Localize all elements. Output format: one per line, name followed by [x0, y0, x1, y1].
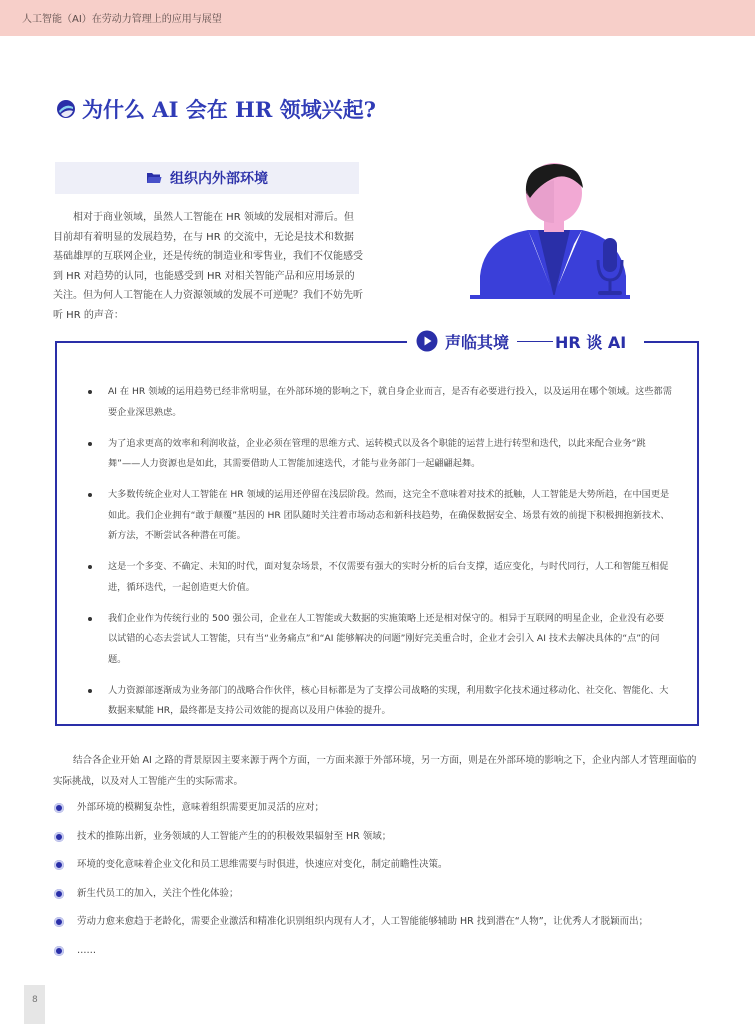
- quote-title: 声临其境: [445, 332, 510, 352]
- reason-text: 环境的变化意味着企业文化和员工思维需要与时俱进，快速应对变化，制定前瞻性决策。: [77, 859, 448, 870]
- quote-box-top-right: [644, 341, 699, 343]
- quote-dash: [517, 341, 553, 342]
- quote-subtitle: HR 谈 AI: [555, 332, 627, 352]
- reason-item: [53, 912, 703, 941]
- reason-text: 技术的推陈出新，业务领域的人工智能产生的的积极效果辐射至 HR 领域；: [77, 830, 392, 842]
- bullet-dot-icon: [54, 860, 64, 870]
- section-title-icon: [56, 99, 76, 119]
- bullet-dot-icon: [54, 803, 64, 813]
- play-icon: [416, 330, 438, 352]
- reason-item: [53, 884, 703, 913]
- body-paragraph: 结合各企业开始 AI 之路的背景原因主要来源于两个方面，一方面来源于外部环境，另一方面，则是在外部环境的影响之下，企业内部人才管理面临的实际挑战，以及对人工智能产生的实际需求。: [53, 755, 697, 787]
- microphone-icon: [603, 238, 617, 272]
- reason-list: [53, 798, 703, 969]
- quote-heading: [416, 328, 626, 354]
- hr-speaker-illustration: [470, 158, 650, 320]
- header-band: [0, 0, 755, 36]
- subsection-title: 组织内外部环境: [170, 171, 268, 187]
- reason-text: ……: [77, 944, 96, 956]
- illus-desk: [470, 295, 630, 299]
- reason-item: [53, 798, 703, 827]
- section-title-text: 为什么 AI 会在 HR 领域兴起?: [82, 97, 376, 122]
- quote-item: AI 在 HR 领域的运用趋势已经非常明显，在外部环境的影响之下，就自身企业而言，是否有必要进行投入，以及运用在哪个领域。这些都需要企业深思熟虑。: [88, 382, 672, 423]
- reason-item: [53, 941, 703, 970]
- quote-item: 我们企业作为传统行业的 500 强公司，企业在人工智能或大数据的实施策略上还是相对保守的。相异于互联网的明星企业，企业没有必要以试错的心态去尝试人工智能，只有当“业务痛点”和“AI 能够解决的问题”刚好完美重合时，企业才会引入 AI 技术去解决具体的“点”的问题。: [88, 609, 672, 671]
- quote-item: 为了追求更高的效率和利润收益，企业必须在管理的思维方式、运转模式以及各个职能的运营上进行转型和迭代，以此来配合业务“跳舞”——人力资源也是如此，其需要借助人工智能加速迭代，才能与业务部门一起翩翩起舞。: [88, 434, 672, 475]
- quote-list: [88, 382, 672, 732]
- folder-icon: [146, 171, 162, 185]
- reason-text: 外部环境的模糊复杂性，意味着组织需要更加灵活的应对；: [77, 802, 325, 813]
- page-number-tab: [24, 985, 45, 1024]
- quote-item: 这是一个多变、不确定、未知的时代，面对复杂场景，不仅需要有强大的实时分析的后台支撑，适应变化，与时代同行，人工和智能互相促进，循环迭代，一起创造更大价值。: [88, 557, 672, 598]
- quote-item: 人力资源部逐渐成为业务部门的战略合作伙伴，核心目标都是为了支撑公司战略的实现，利用数字化技术通过移动化、社交化、智能化、大数据来赋能 HR，最终都是支持公司效能的提高以及用户体验的提升。: [88, 681, 672, 722]
- reason-text: 劳动力愈来愈趋于老龄化，需要企业激活和精准化识别组织内现有人才，人工智能能够辅助 HR 找到潜在“人物”，让优秀人才脱颖而出；: [77, 916, 649, 927]
- subsection-heading: [55, 162, 359, 194]
- quote-item: 大多数传统企业对人工智能在 HR 领域的运用还停留在浅层阶段。然而，这完全不意味着对技术的抵触，人工智能是大势所趋，在中国更是如此。我们企业拥有“敢于颠覆”基因的 HR 团队随时关注着市场动态和新科技趋势，在确保数据安全、场景有效的前提下积极拥抱新技术、新方法，不断尝试各种潜在可能。: [88, 485, 672, 547]
- bullet-dot-icon: [54, 917, 64, 927]
- reason-item: [53, 855, 703, 884]
- quote-box-top-left: [55, 341, 407, 343]
- bullet-dot-icon: [54, 946, 64, 956]
- bullet-dot-icon: [54, 832, 64, 842]
- reason-item: [53, 827, 703, 856]
- section-title: [56, 94, 376, 124]
- running-title: 人工智能（AI）在劳动力管理上的应用与展望: [22, 14, 222, 25]
- intro-paragraph: 相对于商业领域，虽然人工智能在 HR 领域的发展相对滞后。但目前却有着明显的发展趋势，在与 HR 的交流中，无论是技术和数据基础雄厚的互联网企业，还是传统的制造业和零售业，我们不仅能感受到 HR 对趋势的认同，也能感受到 HR 对相关智能产品和应用场景的关注。但为何人工智能在人力资源领域的发展不可逆呢？我们不妨先听听 HR 的声音：: [53, 212, 363, 321]
- bullet-dot-icon: [54, 889, 64, 899]
- page-number: 8: [32, 995, 38, 1005]
- reason-text: 新生代员工的加入，关注个性化体验；: [77, 887, 239, 899]
